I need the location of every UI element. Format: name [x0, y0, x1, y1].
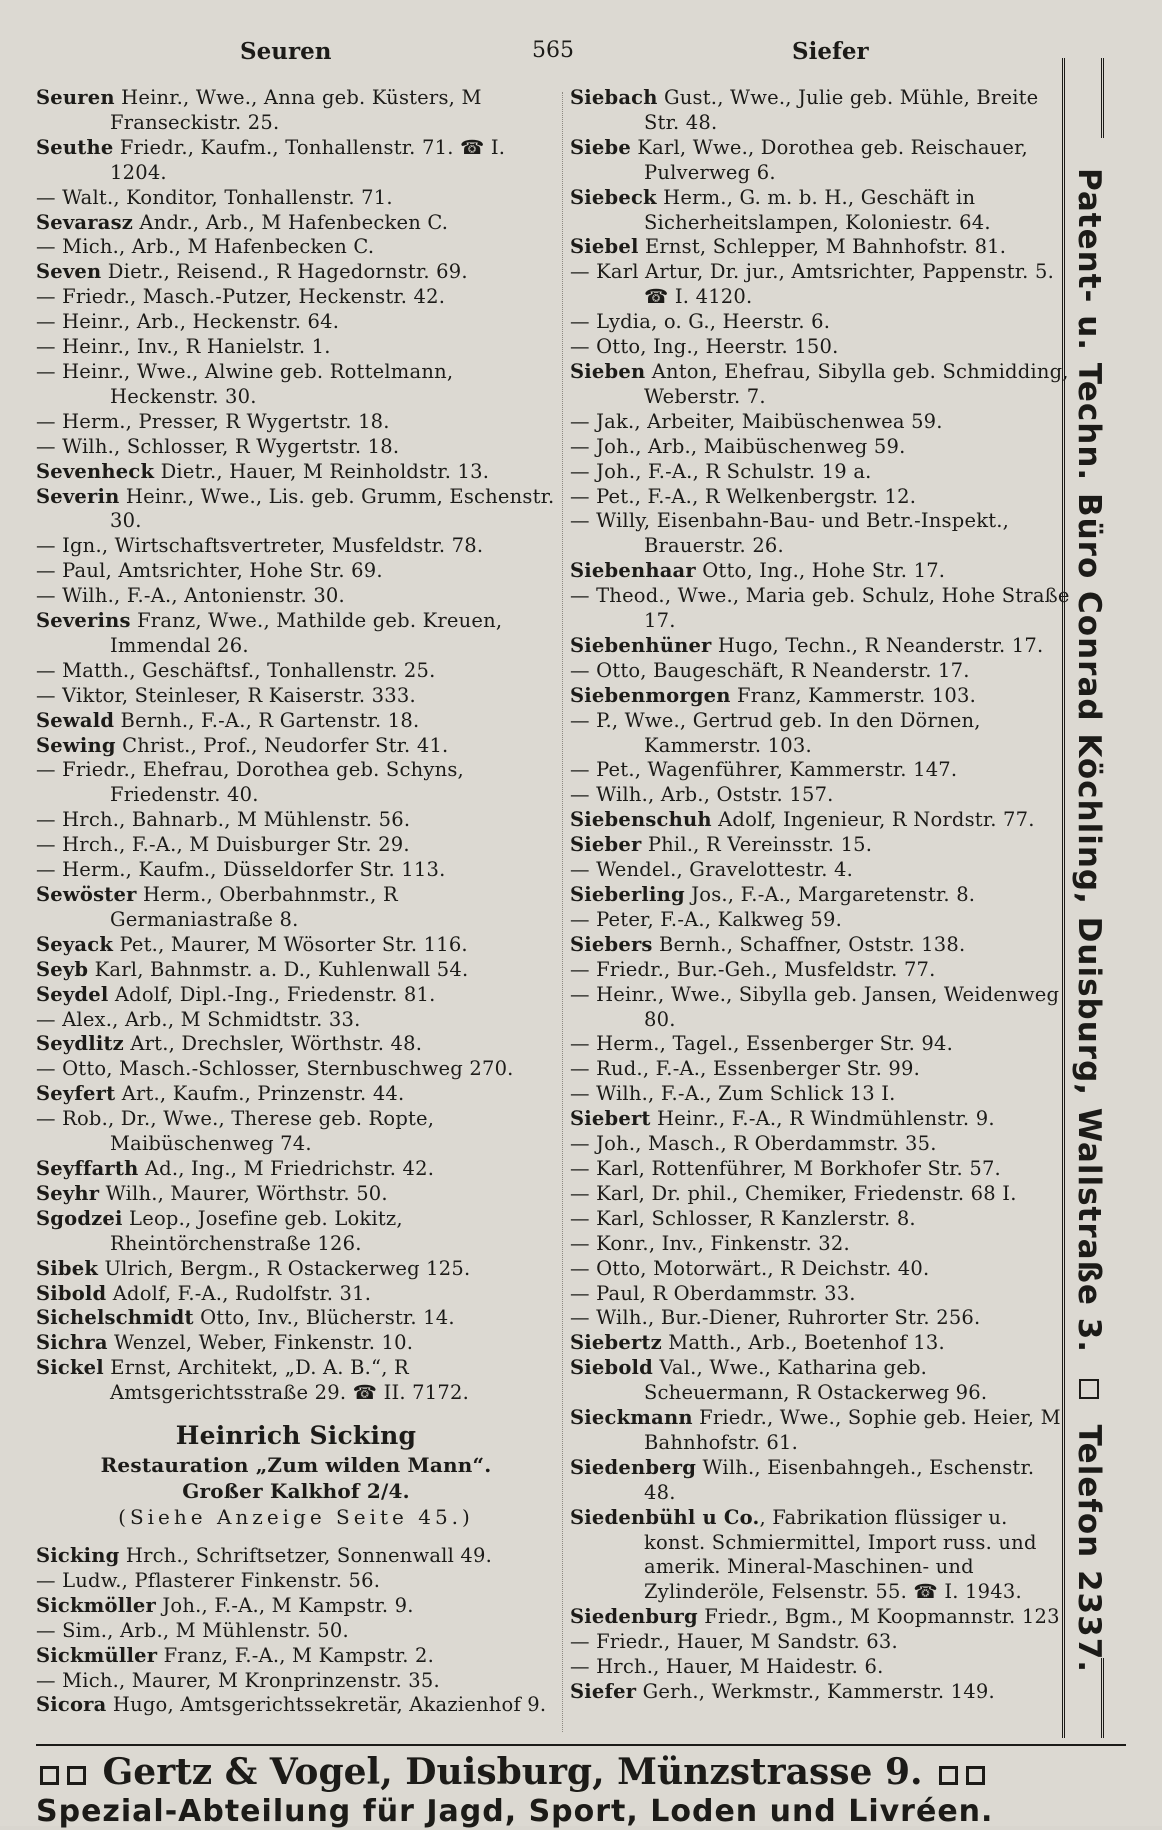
entry-details: — Friedr., Hauer, M Sandstr. 63.	[570, 1630, 898, 1654]
entry-details: Adolf, Dipl.-Ing., Friedenstr. 81.	[108, 982, 436, 1006]
directory-entry	[570, 136, 1070, 186]
entry-details: — Paul, Amtsrichter, Hohe Str. 69.	[36, 559, 383, 583]
directory-entry	[36, 983, 556, 1008]
entry-details: Ad., Ing., M Friedrichstr. 42.	[138, 1156, 435, 1180]
directory-entry	[36, 1569, 556, 1594]
directory-entry	[36, 235, 556, 260]
directory-entry	[570, 783, 1070, 808]
footer-line-2: Spezial-Abteilung für Jagd, Sport, Loden und Livréen.	[36, 1794, 994, 1829]
side-ad-phone: Telefon 2337.	[1071, 1424, 1107, 1674]
directory-entry	[36, 958, 556, 983]
header-left-keyword: Seuren	[240, 38, 332, 65]
entry-details: Heinr., Wwe., Lis. geb. Grumm, Eschenstr. 30.	[110, 484, 555, 533]
entry-surname: Siedenberg	[570, 1455, 697, 1479]
entry-details: — Wendel., Gravelottestr. 4.	[570, 858, 853, 882]
directory-entry	[570, 1207, 1070, 1232]
entry-details: Val., Wwe., Katharina geb. Scheuermann, R Ostackerweg 96.	[644, 1356, 988, 1405]
directory-entry	[570, 1232, 1070, 1257]
entry-surname: Sickmüller	[36, 1643, 158, 1667]
entry-details: — Otto, Motorwärt., R Deichstr. 40.	[570, 1256, 930, 1280]
footer-company: Gertz & Vogel, Duisburg, Münzstrasse 9.	[102, 1751, 923, 1793]
entry-details: — Hrch., F.-A., M Duisburger Str. 29.	[36, 833, 410, 857]
header-right-keyword: Siefer	[792, 38, 869, 65]
entry-details: — Wilh., Arb., Oststr. 157.	[570, 783, 834, 807]
entry-details: Wenzel, Weber, Finkenstr. 10.	[107, 1331, 414, 1355]
restaurant-advertisement	[36, 1420, 556, 1530]
directory-entry	[570, 335, 1070, 360]
entry-details: — Walt., Konditor, Tonhallenstr. 71.	[36, 185, 393, 209]
entry-surname: Siebenhüner	[570, 633, 712, 657]
entry-surname: Siebel	[570, 235, 639, 259]
directory-entry	[570, 186, 1070, 236]
square-ornament-icon	[1079, 1379, 1099, 1399]
entry-surname: Sicora	[36, 1693, 107, 1717]
directory-entry	[570, 1655, 1070, 1680]
directory-entry	[36, 858, 556, 883]
entry-details: Joh., F.-A., M Kampstr. 9.	[156, 1593, 414, 1617]
directory-entry	[36, 1157, 556, 1182]
entry-surname: Seyack	[36, 932, 114, 956]
entry-details: — Pet., Wagenführer, Kammerstr. 147.	[570, 758, 958, 782]
entry-surname: Siebenschuh	[570, 808, 712, 832]
directory-entry	[36, 136, 556, 186]
directory-entry	[36, 410, 556, 435]
directory-entry	[570, 1630, 1070, 1655]
entry-surname: Siebe	[570, 135, 631, 159]
entry-surname: Siebeck	[570, 185, 657, 209]
entry-surname: Seydel	[36, 982, 109, 1006]
entry-details: — Theod., Wwe., Maria geb. Schulz, Hohe Straße 17.	[570, 584, 1070, 633]
entry-surname: Sewöster	[36, 883, 137, 906]
directory-entry	[570, 1306, 1070, 1331]
entry-details: — Hrch., Bahnarb., M Mühlenstr. 56.	[36, 808, 411, 832]
directory-entry	[570, 260, 1070, 310]
side-rule-top	[1101, 58, 1108, 138]
ad-title: Heinrich Sicking	[175, 1421, 417, 1451]
entry-details: — Heinr., Inv., R Hanielstr. 1.	[36, 335, 331, 359]
directory-entry	[36, 186, 556, 211]
directory-entry	[36, 1057, 556, 1082]
directory-entry	[36, 1257, 556, 1282]
directory-entry	[36, 435, 556, 460]
entry-details: Otto, Ing., Hohe Str. 17.	[695, 559, 946, 583]
directory-entry	[36, 609, 556, 659]
entry-surname: Seyhr	[36, 1181, 100, 1205]
directory-entry	[570, 933, 1070, 958]
directory-entry	[36, 1008, 556, 1033]
entry-details: Bernh., F.-A., R Gartenstr. 18.	[114, 708, 420, 732]
entry-details: Franz, Kammerstr. 103.	[730, 683, 977, 707]
entry-details: Andr., Arb., M Hafenbecken C.	[133, 210, 449, 234]
entry-details: — Wilh., F.-A., Zum Schlick 13 I.	[570, 1082, 896, 1106]
entry-details: — Wilh., F.-A., Antonienstr. 30.	[36, 584, 345, 608]
directory-entry	[570, 709, 1070, 759]
directory-entry	[36, 734, 556, 759]
entry-surname: Siebers	[570, 932, 653, 956]
directory-entry	[36, 1594, 556, 1619]
side-advertisement	[1062, 58, 1145, 1738]
entry-details: Wilh., Maurer, Wörthstr. 50.	[99, 1181, 388, 1205]
entry-details: — Karl Artur, Dr. jur., Amtsrichter, Pappenstr. 5. ☎ I. 4120.	[570, 260, 1054, 309]
directory-entry	[570, 684, 1070, 709]
directory-entry	[36, 659, 556, 684]
directory-entry	[570, 883, 1070, 908]
entry-details: — Friedr., Masch.-Putzer, Heckenstr. 42.	[36, 285, 446, 309]
entry-details: — Otto, Masch.-Schlosser, Sternbuschweg 270.	[36, 1057, 514, 1081]
entry-details: Jos., F.-A., Margaretenstr. 8.	[684, 883, 976, 906]
directory-entry	[570, 1107, 1070, 1132]
directory-entry	[570, 1032, 1070, 1057]
directory-entry	[570, 1057, 1070, 1082]
side-rule-bottom	[1101, 1658, 1108, 1738]
entry-details: Christ., Prof., Neudorfer Str. 41.	[115, 733, 449, 757]
entry-surname: Siebenhaar	[570, 559, 696, 583]
entry-surname: Severin	[36, 484, 120, 508]
directory-entry	[36, 1356, 556, 1406]
entry-surname: Sevenheck	[36, 459, 155, 483]
entry-surname: Siebert	[570, 1107, 651, 1131]
directory-entry	[570, 435, 1070, 460]
entry-details: Art., Kaufm., Prinzenstr. 44.	[115, 1082, 405, 1106]
footer-line-1	[36, 1750, 1126, 1794]
directory-entry	[570, 659, 1070, 684]
entry-details: Phil., R Vereinsstr. 15.	[641, 833, 873, 857]
entry-details: — Otto, Baugeschäft, R Neanderstr. 17.	[570, 658, 970, 682]
ad-line-1: Restauration „Zum wilden Mann“.	[100, 1453, 492, 1478]
entry-surname: Siebold	[570, 1356, 653, 1380]
directory-entry	[570, 584, 1070, 634]
entry-surname: Sewald	[36, 708, 115, 732]
directory-entry	[36, 1693, 556, 1718]
directory-entry	[36, 1619, 556, 1644]
entry-details: Gerh., Werkmstr., Kammerstr. 149.	[636, 1680, 995, 1703]
directory-entry	[36, 1306, 556, 1331]
square-ornament-icon	[67, 1766, 86, 1785]
directory-entry	[570, 1331, 1070, 1356]
directory-entry	[36, 211, 556, 236]
entry-details: — Mich., Maurer, M Kronprinzenstr. 35.	[36, 1668, 440, 1692]
entry-details: — Ign., Wirtschaftsvertreter, Musfeldstr. 78.	[36, 534, 484, 558]
entry-details: — Friedr., Bur.-Geh., Musfeldstr. 77.	[570, 957, 936, 981]
directory-entry	[570, 460, 1070, 485]
entry-surname: Seydlitz	[36, 1032, 124, 1056]
directory-entry	[570, 1082, 1070, 1107]
directory-entry	[570, 360, 1070, 410]
entry-details: — Paul, R Oberdammstr. 33.	[570, 1281, 856, 1305]
entry-surname: Sieben	[570, 359, 646, 383]
directory-entry	[570, 858, 1070, 883]
directory-entry	[570, 86, 1070, 136]
entry-details: — Herm., Presser, R Wygertstr. 18.	[36, 409, 390, 433]
directory-entry	[36, 1107, 556, 1157]
directory-entry	[36, 709, 556, 734]
footer-advertisement	[36, 1744, 1126, 1830]
entry-details: — Wilh., Bur.-Diener, Ruhrorter Str. 256.	[570, 1306, 981, 1330]
entry-surname: Sgodzei	[36, 1206, 123, 1230]
directory-entry	[36, 833, 556, 858]
right-column	[570, 86, 1070, 1705]
entry-details: Friedr., Bgm., M Koopmannstr. 123	[697, 1605, 1060, 1629]
directory-entry	[36, 1544, 556, 1569]
directory-entry	[36, 1282, 556, 1307]
entry-details: Heinr., F.-A., R Windmühlenstr. 9.	[650, 1107, 995, 1131]
entry-details: Herm., G. m. b. H., Geschäft in Sicherheitslampen, Koloniestr. 64.	[644, 185, 991, 234]
entry-details: Otto, Inv., Blücherstr. 14.	[193, 1306, 455, 1330]
directory-entry	[570, 1257, 1070, 1282]
entry-details: — Heinr., Wwe., Alwine geb. Rottelmann, Heckenstr. 30.	[36, 359, 454, 408]
directory-entry	[570, 983, 1070, 1033]
directory-entry	[570, 509, 1070, 559]
entry-surname: Sewing	[36, 733, 116, 757]
directory-entry	[36, 360, 556, 410]
entry-details: Heinr., Wwe., Anna geb. Küsters, M Franseckistr. 25.	[110, 86, 482, 134]
directory-entry	[36, 460, 556, 485]
entry-surname: Siebertz	[570, 1331, 662, 1355]
directory-entry	[570, 808, 1070, 833]
directory-entry	[570, 1182, 1070, 1207]
entry-details: Wilh., Eisenbahngeh., Eschenstr. 48.	[644, 1455, 1035, 1504]
directory-entry	[570, 1605, 1070, 1630]
directory-entry	[570, 410, 1070, 435]
directory-entry	[570, 485, 1070, 510]
entry-surname: Sieckmann	[570, 1406, 693, 1430]
entry-details: Leop., Josefine geb. Lokitz, Rheintörchenstraße 126.	[110, 1206, 403, 1255]
side-ad-text	[1071, 168, 1107, 1673]
directory-entry	[36, 335, 556, 360]
square-ornament-icon	[40, 1766, 59, 1785]
entry-surname: Sichelschmidt	[36, 1306, 194, 1330]
directory-entry	[570, 1132, 1070, 1157]
entry-surname: Seyfert	[36, 1082, 116, 1106]
entry-surname: Sicking	[36, 1544, 120, 1568]
entry-details: Pet., Maurer, M Wösorter Str. 116.	[113, 932, 468, 956]
entry-details: Franz, Wwe., Mathilde geb. Kreuen, Immendal 26.	[110, 609, 503, 657]
entry-details: Hugo, Techn., R Neanderstr. 17.	[711, 633, 1044, 657]
directory-entry	[36, 285, 556, 310]
ad-line-2: Großer Kalkhof 2/4.	[182, 1479, 410, 1504]
directory-entry	[36, 86, 556, 136]
entry-details: — Sim., Arb., M Mühlenstr. 50.	[36, 1618, 349, 1642]
entry-details: Adolf, F.-A., Rudolfstr. 31.	[106, 1281, 372, 1305]
directory-entry	[570, 1157, 1070, 1182]
entry-surname: Seuthe	[36, 135, 114, 159]
page-number: 565	[532, 38, 574, 63]
directory-entry	[570, 235, 1070, 260]
directory-entry	[36, 1182, 556, 1207]
entry-details: — Konr., Inv., Finkenstr. 32.	[570, 1231, 850, 1255]
entry-details: — P., Wwe., Gertrud geb. In den Dörnen, Kammerstr. 103.	[570, 708, 981, 757]
directory-entry	[36, 559, 556, 584]
entry-details: — Friedr., Ehefrau, Dorothea geb. Schyns, Friedenstr. 40.	[36, 758, 464, 807]
entry-details: — Jak., Arbeiter, Maibüschenwea 59.	[570, 409, 943, 433]
directory-entry	[570, 634, 1070, 659]
directory-entry	[570, 908, 1070, 933]
entry-details: Friedr., Wwe., Sophie geb. Heier, M Bahnhofstr. 61.	[644, 1406, 1061, 1454]
entry-surname: Seven	[36, 260, 102, 284]
entry-details: Friedr., Kaufm., Tonhallenstr. 71. ☎ I. 1204.	[110, 135, 506, 184]
entry-details: Dietr., Reisend., R Hagedornstr. 69.	[101, 260, 468, 284]
directory-entry	[36, 1082, 556, 1107]
entry-details: Ulrich, Bergm., R Ostackerweg 125.	[98, 1256, 471, 1280]
directory-entry	[36, 310, 556, 335]
entry-details: Adolf, Ingenieur, R Nordstr. 77.	[711, 808, 1035, 832]
entry-details: , Fabrikation flüssiger u. konst. Schmiermittel, Import russ. und amerik. Mineral-Maschinen- und Zylinderöle, Felsenstr. 55. ☎ I. 1943.	[644, 1505, 1037, 1604]
entry-surname: Siedenbühl u Co.	[570, 1505, 760, 1529]
square-ornament-icon	[939, 1766, 958, 1785]
directory-entry	[570, 1282, 1070, 1307]
entry-details: — Viktor, Steinleser, R Kaiserstr. 333.	[36, 683, 416, 707]
entry-surname: Sickel	[36, 1356, 104, 1380]
entry-details: Hrch., Schriftsetzer, Sonnenwall 49.	[119, 1544, 493, 1568]
directory-entry	[36, 485, 556, 535]
entry-details: — Heinr., Wwe., Sibylla geb. Jansen, Weidenweg 80.	[570, 982, 1060, 1031]
entry-details: Dietr., Hauer, M Reinholdstr. 13.	[154, 459, 490, 483]
directory-entry	[570, 833, 1070, 858]
entry-details: Karl, Wwe., Dorothea geb. Reischauer, Pulverweg 6.	[630, 135, 1028, 184]
entry-surname: Sevarasz	[36, 210, 134, 234]
directory-entry	[36, 1207, 556, 1257]
entry-surname: Siebach	[570, 86, 658, 109]
entry-surname: Sieber	[570, 833, 642, 857]
entry-surname: Sibek	[36, 1256, 99, 1280]
entry-surname: Sibold	[36, 1281, 107, 1305]
entry-details: — Rud., F.-A., Essenberger Str. 99.	[570, 1057, 920, 1081]
directory-entry	[36, 260, 556, 285]
entry-details: — Peter, F.-A., Kalkweg 59.	[570, 907, 842, 931]
page-header	[40, 38, 1040, 78]
entry-details: — Mich., Arb., M Hafenbecken C.	[36, 235, 375, 259]
entry-details: — Pet., F.-A., R Welkenbergstr. 12.	[570, 484, 917, 508]
entry-details: — Karl, Rottenführer, M Borkhofer Str. 57.	[570, 1156, 1001, 1180]
directory-entry	[570, 1506, 1070, 1606]
entry-details: — Joh., Masch., R Oberdammstr. 35.	[570, 1132, 937, 1156]
directory-entry	[36, 758, 556, 808]
entry-surname: Seyb	[36, 957, 89, 981]
entry-details: — Willy, Eisenbahn-Bau- und Betr.-Inspekt., Brauerstr. 26.	[570, 509, 1010, 558]
entry-details: — Herm., Kaufm., Düsseldorfer Str. 113.	[36, 858, 446, 882]
entry-surname: Sickmöller	[36, 1593, 157, 1617]
entry-surname: Sieberling	[570, 883, 685, 906]
entry-details: — Herm., Tagel., Essenberger Str. 94.	[570, 1032, 954, 1056]
directory-entry	[36, 684, 556, 709]
entry-details: Art., Drechsler, Wörthstr. 48.	[123, 1032, 423, 1056]
directory-entry	[36, 883, 556, 933]
directory-entry	[36, 1331, 556, 1356]
entry-details: — Alex., Arb., M Schmidtstr. 33.	[36, 1007, 361, 1031]
entry-details: — Joh., Arb., Maibüschenweg 59.	[570, 434, 906, 458]
entry-details: Karl, Bahnmstr. a. D., Kuhlenwall 54.	[88, 957, 469, 981]
directory-entry	[570, 1680, 1070, 1705]
entry-details: — Hrch., Hauer, M Haidestr. 6.	[570, 1655, 884, 1679]
entry-surname: Siebenmorgen	[570, 683, 731, 707]
directory-entry	[36, 933, 556, 958]
square-ornament-icon	[966, 1766, 985, 1785]
entry-details: Ernst, Schlepper, M Bahnhofstr. 81.	[638, 235, 1007, 259]
directory-entry	[36, 808, 556, 833]
entry-surname: Sichra	[36, 1331, 108, 1355]
entry-details: — Wilh., Schlosser, R Wygertstr. 18.	[36, 434, 400, 458]
entry-details: Hugo, Amtsgerichtssekretär, Akazienhof 9.	[106, 1693, 547, 1717]
entry-details: — Heinr., Arb., Heckenstr. 64.	[36, 310, 340, 334]
entry-details: Bernh., Schaffner, Oststr. 138.	[652, 932, 966, 956]
directory-entry	[36, 1644, 556, 1669]
entry-surname: Siedenburg	[570, 1605, 698, 1629]
entry-details: Anton, Ehefrau, Sibylla geb. Schmidding, Weberstr. 7.	[644, 359, 1069, 408]
side-ad-main: Patent- u. Techn. Büro Conrad Köchling, Duisburg, Wallstraße 3.	[1071, 168, 1107, 1354]
entry-surname: Severins	[36, 609, 131, 633]
entry-details: — Matth., Geschäftsf., Tonhallenstr. 25.	[36, 658, 436, 682]
directory-entry	[36, 1669, 556, 1694]
entry-details: — Joh., F.-A., R Schulstr. 19 a.	[570, 459, 872, 483]
entry-details: — Otto, Ing., Heerstr. 150.	[570, 335, 839, 359]
ad-reference: (Siehe Anzeige Seite 45.)	[118, 1505, 474, 1530]
entry-details: Franz, F.-A., M Kampstr. 2.	[157, 1643, 435, 1667]
directory-entry	[570, 559, 1070, 584]
directory-entry	[36, 1032, 556, 1057]
entry-surname: Seyffarth	[36, 1156, 139, 1180]
entry-details: — Lydia, o. G., Heerstr. 6.	[570, 310, 831, 334]
entry-surname: Siefer	[570, 1680, 637, 1703]
entry-details: — Karl, Schlosser, R Kanzlerstr. 8.	[570, 1206, 916, 1230]
column-divider	[562, 92, 564, 1732]
entry-details: Herm., Oberbahnmstr., R Germaniastraße 8.	[110, 883, 398, 931]
directory-entry	[570, 1456, 1070, 1506]
left-column	[36, 86, 556, 1718]
entry-details: — Rob., Dr., Wwe., Therese geb. Ropte, Maibüschenweg 74.	[36, 1107, 435, 1156]
entry-details: Matth., Arb., Boetenhof 13.	[661, 1331, 945, 1355]
directory-entry	[570, 310, 1070, 335]
directory-entry	[36, 584, 556, 609]
directory-entry	[36, 534, 556, 559]
entry-surname: Seuren	[36, 86, 115, 109]
directory-entry	[570, 758, 1070, 783]
directory-entry	[570, 958, 1070, 983]
directory-entry	[570, 1356, 1070, 1406]
entry-details: Ernst, Architekt, „D. A. B.“, R Amtsgerichtsstraße 29. ☎ II. 7172.	[103, 1356, 469, 1405]
entry-details: — Karl, Dr. phil., Chemiker, Friedenstr. 68 I.	[570, 1181, 1017, 1205]
entry-details: — Ludw., Pflasterer Finkenstr. 56.	[36, 1568, 381, 1592]
directory-entry	[570, 1406, 1070, 1456]
entry-details: Gust., Wwe., Julie geb. Mühle, Breite Str. 48.	[644, 86, 1039, 134]
